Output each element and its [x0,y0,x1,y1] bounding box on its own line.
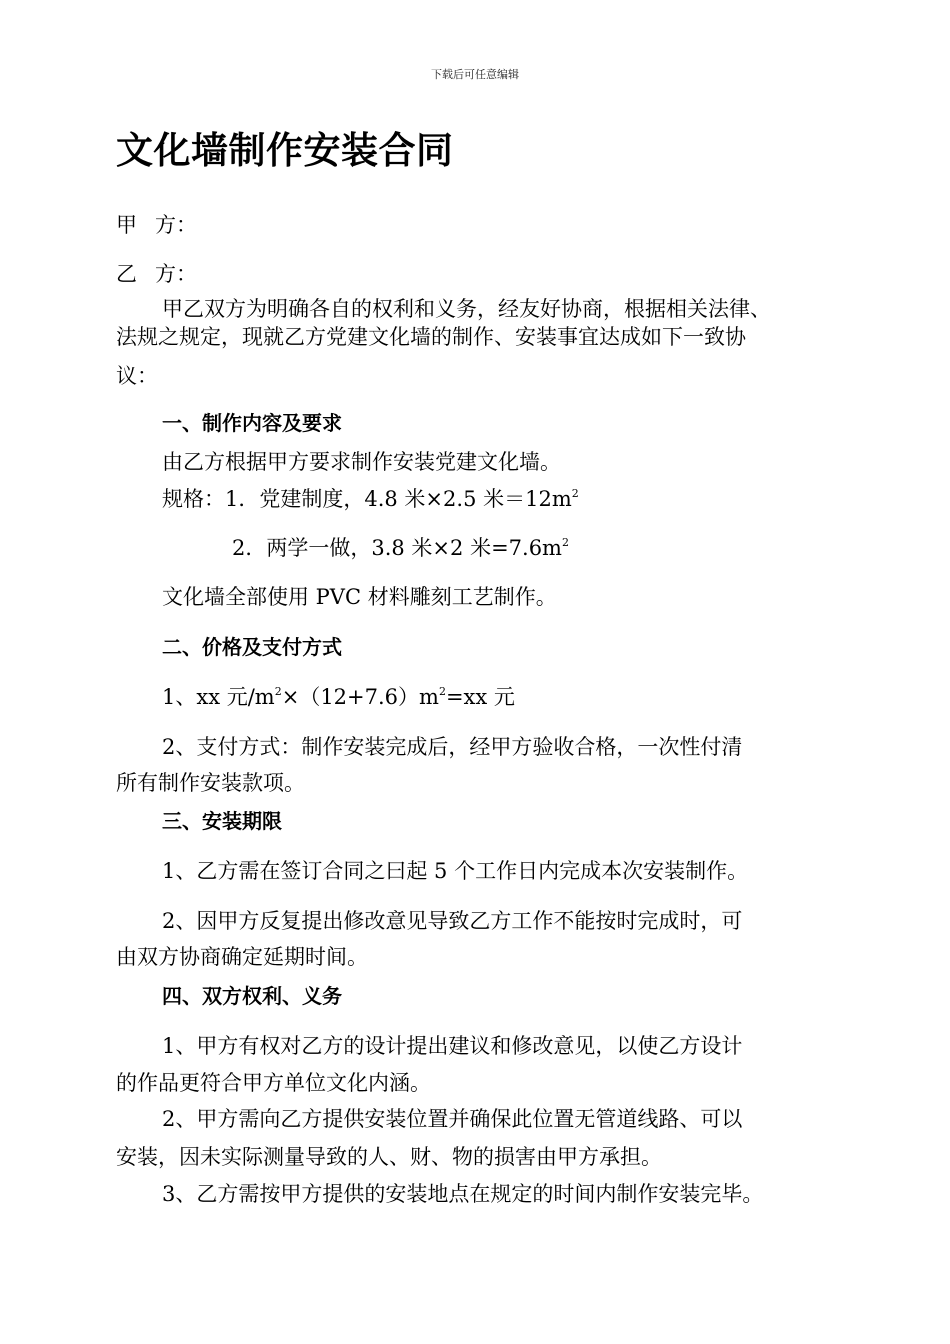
intro-line-3: 议： [116,364,158,388]
section-1-paragraph-1: 由乙方根据甲方要求制作安装党建文化墙。 [162,450,561,474]
section-4-heading: 四、双方权利、义务 [162,984,342,1008]
price-part-b: ×（12+7.6）m [281,685,439,709]
section-3-paragraph-1: 1、乙方需在签订合同之曰起 5 个工作日内完成本次安装制作。 [162,859,749,883]
contract-title: 文化墙制作安装合同 [116,129,454,172]
spec-2-text: 2．两学一做，3.8 米×2 米=7.6m [232,536,562,560]
section-3-heading: 三、安装期限 [162,809,282,833]
section-3-paragraph-2-line-2: 由双方协商确定延期时间。 [116,945,368,969]
header-note: 下载后可任意编辑 [431,68,519,81]
spec-2-superscript: 2 [561,536,569,549]
section-2-payment-line-2: 所有制作安装款项。 [116,771,305,795]
section-1-paragraph-2: 文化墙全部使用 PVC 材料雕刻工艺制作。 [162,585,557,609]
party-a-label-2: 方： [155,213,197,237]
section-1-spec-1 [162,483,579,515]
party-b-label-2: 方： [155,262,197,286]
section-4-paragraph-2-line-1: 2、甲方需向乙方提供安装位置并确保此位置无管道线路、可以 [162,1107,743,1131]
price-part-c: =xx 元 [445,685,515,709]
intro-line-2: 法规之规定，现就乙方党建文化墙的制作、安装事宜达成如下一致协 [116,325,746,349]
section-1-heading: 一、制作内容及要求 [162,411,342,435]
spec-1-text: 规格：1．党建制度，4.8 米×2.5 米＝12m [162,487,572,511]
section-2-heading: 二、价格及支付方式 [162,635,342,659]
price-superscript-2: 2 [438,685,446,698]
section-4-paragraph-3: 3、乙方需按甲方提供的安装地点在规定的时间内制作安装完毕。 [162,1182,764,1206]
section-3-paragraph-2-line-1: 2、因甲方反复提出修改意见导致乙方工作不能按时完成时，可 [162,909,743,933]
party-a-label-1: 甲 [116,213,137,237]
party-b-line [116,258,197,290]
section-2-payment-line-1: 2、支付方式：制作安装完成后，经甲方验收合格，一次性付清 [162,735,743,759]
section-4-paragraph-1-line-1: 1、甲方有权对乙方的设计提出建议和修改意见，以使乙方设计 [162,1034,743,1058]
section-4-paragraph-2-line-2: 安装，因未实际测量导致的人、财、物的损害由甲方承担。 [116,1145,662,1169]
party-a-line [116,209,197,241]
section-2-price-line [162,681,515,713]
intro-line-1: 甲乙双方为明确各自的权利和义务，经友好协商，根据相关法律、 [162,297,771,321]
price-part-a: 1、xx 元/m [162,685,275,709]
party-b-label-1: 乙 [116,262,137,286]
spec-1-superscript: 2 [571,487,579,500]
section-4-paragraph-1-line-2: 的作品更符合甲方单位文化内涵。 [116,1071,431,1095]
section-1-spec-2 [232,532,569,564]
price-superscript-1: 2 [274,685,282,698]
